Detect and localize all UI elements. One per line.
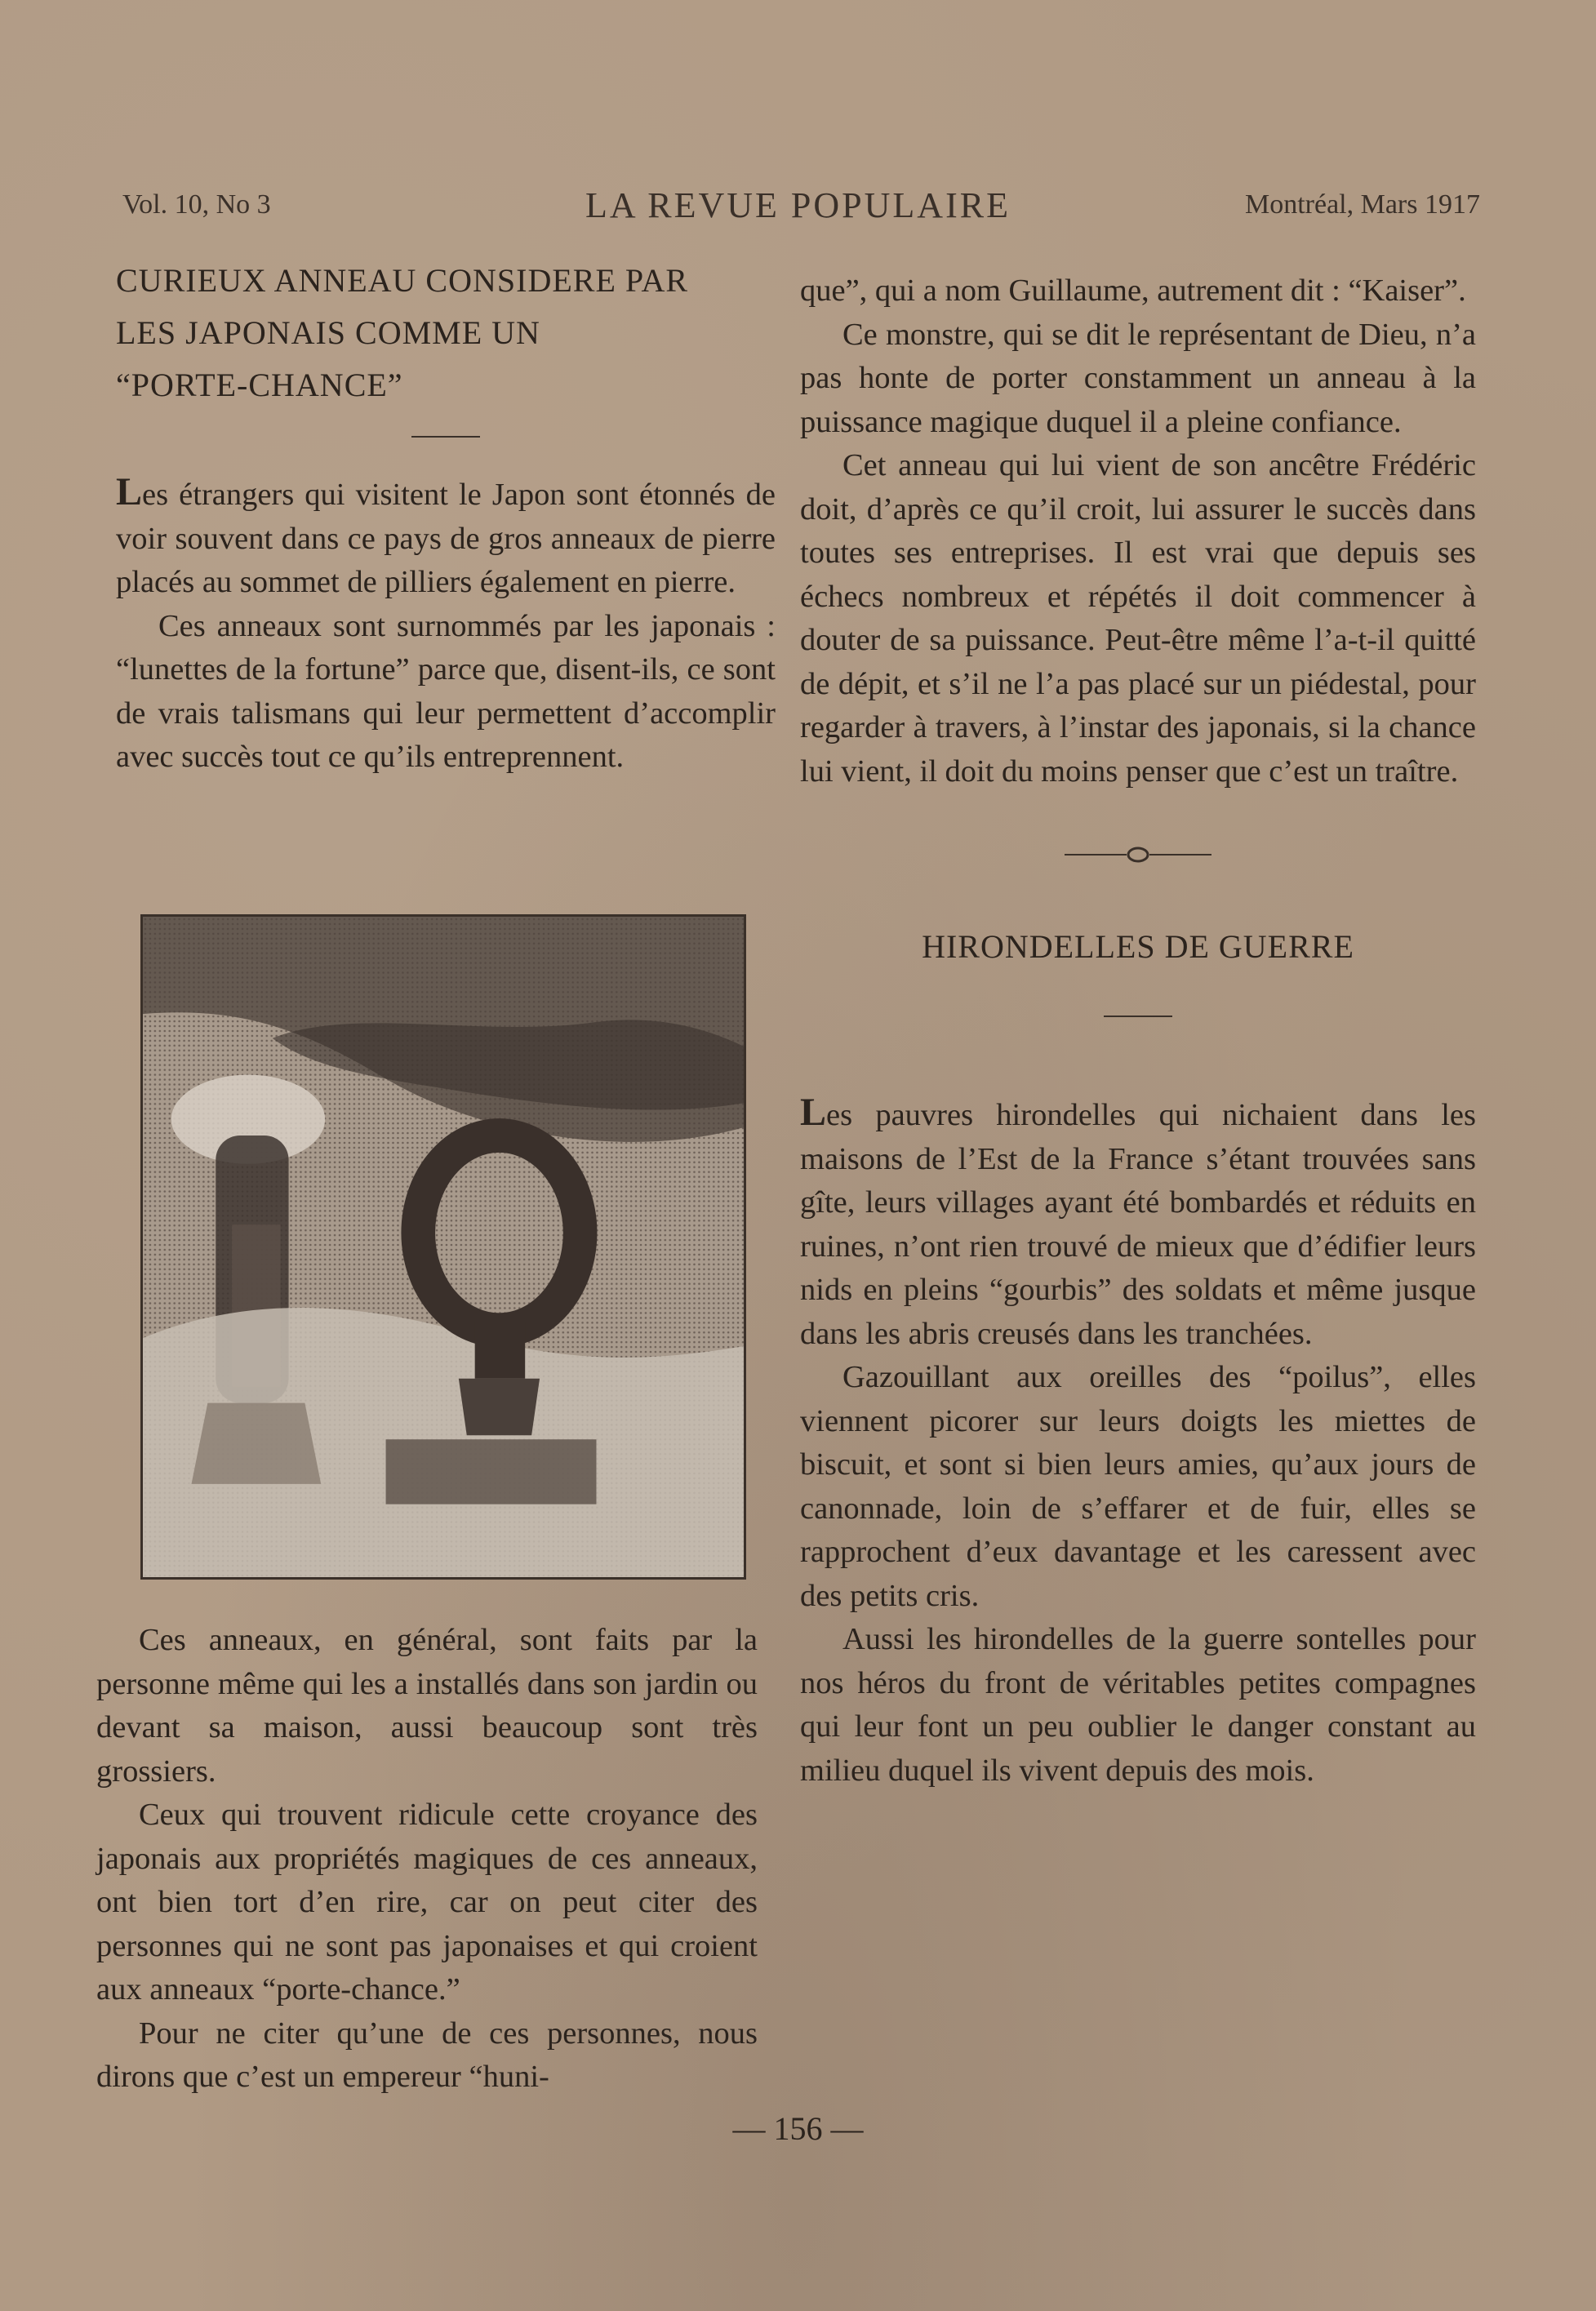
article1-paragraph-5: Pour ne citer qu’une de ces personnes, nous dirons que c’est un empereur “huni- <box>96 2015 758 2094</box>
drop-cap: L <box>116 470 143 513</box>
article2-title: HIRONDELLES DE GUERRE <box>922 928 1354 965</box>
article1-title-line-2: LES JAPONAIS COMME UN <box>116 314 540 351</box>
article1-continuation-3: Cet anneau qui lui vient de son ancêtre Frédéric doit, d’après ce qu’il croit, lui assurer le succès dans toutes ses entreprises. Il est vrai que depuis ses échecs nombreux et répétés il doit commencer à douter de sa puissance. Peut-être même l’a-t-il quitté de dépit, et s’il ne l’a pas placé sur un piédestal, pour regarder à travers, à l’instar des japonais, si la chance lui vient, il doit du moins penser que c’est un traître. <box>800 448 1476 789</box>
ornament-divider-icon <box>1056 842 1220 867</box>
paragraph-text: es étrangers qui visitent le Japon sont étonnés de voir souvent dans ce pays de gros anneaux de pierre placés au sommet de pilliers également en pierre. <box>116 478 776 599</box>
right-column <box>800 269 1476 1793</box>
article1-paragraph-4: Ceux qui trouvent ridicule cette croyance des japonais aux propriétés magiques de ces anneaux, ont bien tort d’en rire, car on peut citer des personnes qui ne sont pas japonaises et qui croient aux anneaux “porte-chance.” <box>96 1798 758 2007</box>
photo-illustration <box>143 917 744 1577</box>
article1-paragraph-2: Ces anneaux sont surnommés par les japonais : “lunettes de la fortune” parce que, disent-ils, ce sont de vrais talismans qui leur permettent d’accomplir avec succès tout ce qu’ils entreprennent. <box>116 608 776 774</box>
article2-paragraph-1 <box>800 1091 1476 1356</box>
article1-title-line-3: “PORTE-CHANCE” <box>116 367 403 403</box>
title-rule <box>1104 1016 1172 1017</box>
section-ornament <box>800 836 1476 893</box>
article1-title-line-1: CURIEUX ANNEAU CONSIDERE PAR <box>116 262 689 299</box>
issue-date: Montréal, Mars 1917 <box>1244 189 1480 220</box>
paragraph-text: es pauvres hirondelles qui nichaient dans les maisons de l’Est de la France s’étant trouvées sans gîte, leurs villages ayant été bombardés et réduits en ruines, n’ont rien trouvé de mieux que d’édifier leurs nids en pleins “gourbis” des soldats et même jusque dans les abris creusés dans les tranchées. <box>800 1098 1476 1351</box>
magazine-title: LA REVUE POPULAIRE <box>585 185 1011 225</box>
article1-continuation-1: que”, qui a nom Guillaume, autrement dit : “Kaiser”. <box>800 273 1466 308</box>
title-rule <box>411 436 480 438</box>
drop-cap: L <box>800 1091 827 1134</box>
page-number: — 156 — <box>732 2110 864 2147</box>
article1-paragraph-1 <box>116 470 776 605</box>
article2-paragraph-2: Gazouillant aux oreilles des “poilus”, elles viennent picorer sur leurs doigts les miettes de biscuit, et sont si bien leurs amies, qu’aux jours de canonnade, loin de s’effarer et de fuir, elles se rapprochent d’eux davantage et les caressent avec des petits cris. <box>800 1360 1476 1613</box>
volume-number: Vol. 10, No 3 <box>122 189 271 220</box>
ring-photograph <box>140 914 746 1580</box>
article1-continuation-2: Ce monstre, qui se dit le représentant de Dieu, n’a pas honte de porter constamment un anneau à la puissance magique duquel il a pleine confiance. <box>800 317 1476 439</box>
article1-column-bottom <box>96 1619 758 2100</box>
article1-paragraph-3: Ces anneaux, en général, sont faits par la personne même qui les a installés dans son jardin ou devant sa maison, aussi beaucoup sont très grossiers. <box>96 1623 758 1789</box>
article1-column-top <box>116 255 776 780</box>
article2-paragraph-3: Aussi les hirondelles de la guerre sontelles pour nos héros du front de véritables petites compagnes qui leur font un peu oublier le danger constant au milieu duquel ils vivent depuis des mois. <box>800 1622 1476 1788</box>
